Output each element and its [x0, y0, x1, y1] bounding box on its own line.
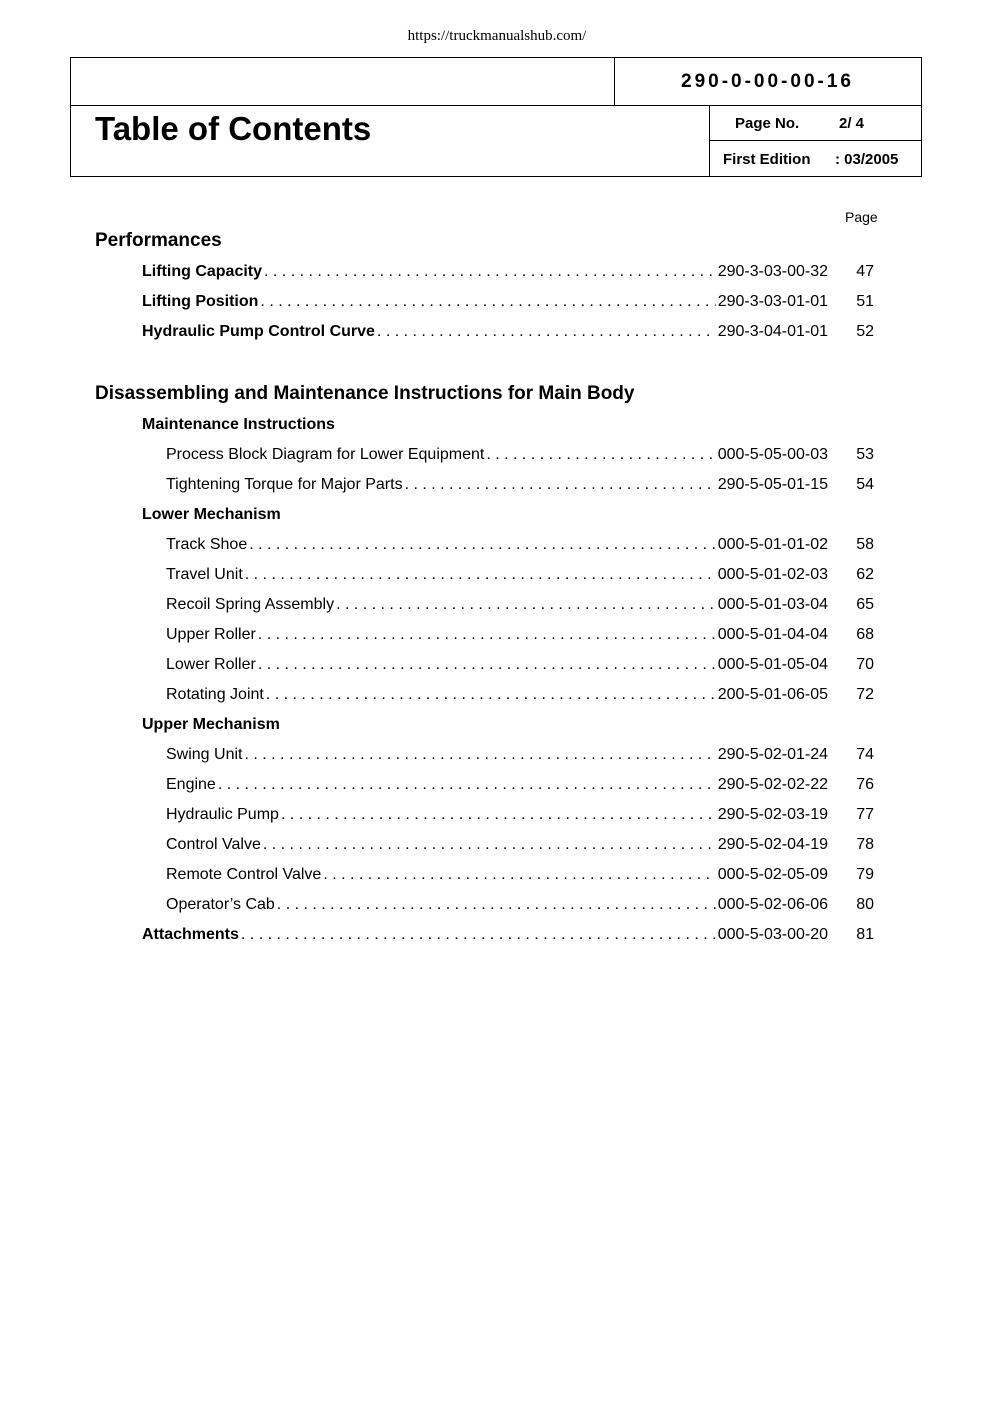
dot-leader — [260, 293, 715, 311]
entry-code: 200-5-01-06-05 — [717, 686, 828, 703]
entry-code: 290-5-02-01-24 — [717, 746, 828, 763]
entry-label: Travel Unit — [166, 566, 243, 583]
entry-page: 54 — [856, 476, 874, 493]
dot-leader — [249, 536, 715, 554]
entry-page: 47 — [856, 263, 874, 280]
edition-label: First Edition — [723, 151, 811, 168]
section-title: Performances — [95, 230, 222, 251]
dot-leader — [264, 263, 716, 281]
entry-code: 000-5-03-00-20 — [717, 926, 828, 943]
entry-code: 290-5-02-02-22 — [717, 776, 828, 793]
dot-leader — [263, 836, 716, 854]
toc-entry[interactable] — [166, 806, 828, 826]
toc-entry[interactable] — [166, 776, 828, 796]
entry-code: 290-5-02-03-19 — [717, 806, 828, 823]
entry-code: 000-5-01-02-03 — [717, 566, 828, 583]
dot-leader — [218, 776, 716, 794]
entry-page: 79 — [856, 866, 874, 883]
entry-label: Swing Unit — [166, 746, 243, 763]
source-url: https://truckmanualshub.com/ — [407, 28, 587, 44]
entry-page: 76 — [856, 776, 874, 793]
entry-page: 52 — [856, 323, 874, 340]
entry-code: 000-5-01-05-04 — [717, 656, 828, 673]
section-title: Disassembling and Maintenance Instructions for Main Body — [95, 383, 635, 404]
entry-code: 000-5-01-03-04 — [717, 596, 828, 613]
document-number: 290-0-00-00-16 — [681, 70, 854, 92]
entry-code: 000-5-02-06-06 — [717, 896, 828, 913]
entry-code: 000-5-01-01-02 — [717, 536, 828, 553]
toc-entry[interactable] — [142, 926, 828, 946]
entry-label: Upper Roller — [166, 626, 256, 643]
page-no-label: Page No. — [735, 115, 800, 132]
toc-entry[interactable] — [166, 536, 828, 556]
toc-entry[interactable] — [142, 263, 828, 283]
toc-entry[interactable] — [166, 446, 828, 466]
toc-entry[interactable] — [166, 626, 828, 646]
entry-code: 290-3-03-00-32 — [717, 263, 828, 280]
dot-leader — [245, 566, 716, 584]
entry-label: Lifting Capacity — [142, 263, 263, 280]
entry-page: 51 — [856, 293, 874, 310]
toc-entry[interactable] — [166, 656, 828, 676]
toc-entry[interactable] — [166, 596, 828, 616]
entry-label: Hydraulic Pump — [166, 806, 279, 823]
entry-code: 000-5-05-00-03 — [717, 446, 828, 463]
toc-entry[interactable] — [166, 476, 828, 496]
header-divider — [709, 140, 921, 141]
dot-leader — [277, 896, 716, 914]
toc-entry[interactable] — [166, 866, 828, 886]
entry-page: 53 — [856, 446, 874, 463]
entry-label: Engine — [166, 776, 216, 793]
entry-page: 65 — [856, 596, 874, 613]
document-header — [70, 57, 922, 177]
subsection-title: Lower Mechanism — [142, 506, 281, 523]
entry-page: 70 — [856, 656, 874, 673]
dot-leader — [244, 746, 715, 764]
entry-label: Recoil Spring Assembly — [166, 596, 335, 613]
entry-label: Operator’s Cab — [166, 896, 275, 913]
entry-code: 290-5-02-04-19 — [717, 836, 828, 853]
subsection-title: Maintenance Instructions — [142, 416, 335, 433]
header-divider — [71, 105, 921, 106]
subsection-title: Upper Mechanism — [142, 716, 280, 733]
entry-label: Process Block Diagram for Lower Equipment — [166, 446, 485, 463]
entry-code: 000-5-02-05-09 — [717, 866, 828, 883]
entry-label: Tightening Torque for Major Parts — [166, 476, 403, 493]
toc-entry[interactable] — [142, 293, 828, 313]
entry-label: Control Valve — [166, 836, 261, 853]
page-no-value: 2/ 4 — [839, 115, 865, 132]
entry-label: Rotating Joint — [166, 686, 264, 703]
entry-page: 80 — [856, 896, 874, 913]
dot-leader — [405, 476, 716, 494]
entry-page: 68 — [856, 626, 874, 643]
entry-page: 62 — [856, 566, 874, 583]
entry-code: 000-5-01-04-04 — [717, 626, 828, 643]
entry-page: 74 — [856, 746, 874, 763]
toc-entry[interactable] — [166, 836, 828, 856]
entry-label: Remote Control Valve — [166, 866, 322, 883]
entry-page: 72 — [856, 686, 874, 703]
toc-entry[interactable] — [166, 566, 828, 586]
dot-leader — [486, 446, 715, 464]
edition-value: : 03/2005 — [835, 151, 899, 168]
entry-label: Track Shoe — [166, 536, 248, 553]
dot-leader — [266, 686, 716, 704]
page-column-label: Page — [845, 209, 878, 225]
dot-leader — [258, 626, 716, 644]
entry-code: 290-3-04-01-01 — [717, 323, 828, 340]
entry-label: Lower Roller — [166, 656, 256, 673]
page-title: Table of Contents — [95, 110, 372, 147]
dot-leader — [281, 806, 716, 824]
toc-entry[interactable] — [166, 896, 828, 916]
entry-page: 81 — [856, 926, 874, 943]
toc-entry[interactable] — [142, 323, 828, 343]
entry-code: 290-3-03-01-01 — [717, 293, 828, 310]
entry-label: Hydraulic Pump Control Curve — [142, 323, 375, 340]
entry-page: 77 — [856, 806, 874, 823]
dot-leader — [241, 926, 716, 944]
toc-entry[interactable] — [166, 746, 828, 766]
entry-label: Lifting Position — [142, 293, 259, 310]
entry-page: 78 — [856, 836, 874, 853]
dot-leader — [336, 596, 716, 614]
entry-label: Attachments — [142, 926, 239, 943]
toc-entry[interactable] — [166, 686, 828, 706]
entry-page: 58 — [856, 536, 874, 553]
dot-leader — [323, 866, 715, 884]
entry-code: 290-5-05-01-15 — [717, 476, 828, 493]
dot-leader — [258, 656, 716, 674]
dot-leader — [377, 323, 716, 341]
